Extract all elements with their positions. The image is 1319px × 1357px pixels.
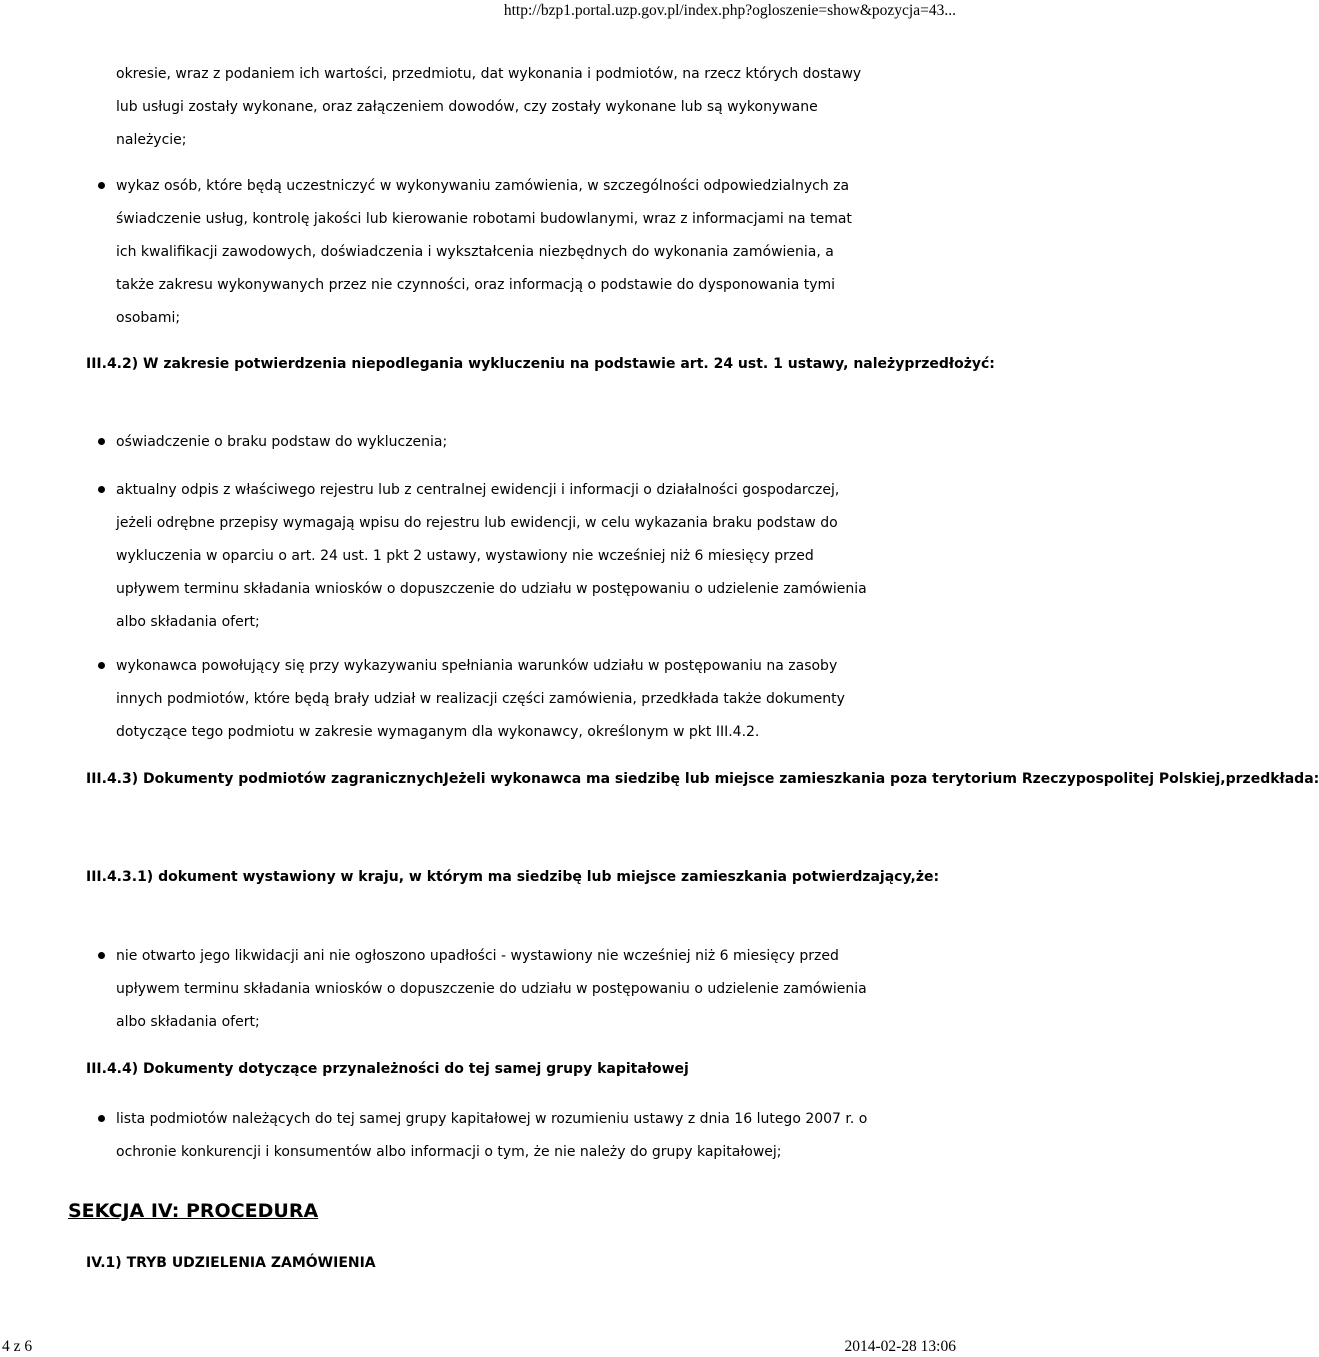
heading-iii-4-3-1 xyxy=(86,863,939,891)
text-line: ochronie konkurencji i konsumentów albo informacji o tym, że nie należy do grupy kapitałowej; xyxy=(116,1144,782,1160)
text-line: lista podmiotów należących do tej samej grupy kapitałowej w rozumieniu ustawy z dnia 16 lutego 2007 r. o xyxy=(116,1111,868,1127)
bullet-icon xyxy=(98,952,105,959)
bullet-register-extract xyxy=(116,474,868,639)
text-line: świadczenie usług, kontrolę jakości lub kierowanie robotami budowlanymi, wraz z informacjami na temat xyxy=(116,211,852,227)
bullet-icon xyxy=(98,182,105,189)
text-line: że: xyxy=(915,869,940,885)
text-line: ich kwalifikacji zawodowych, doświadczenia i wykształcenia niezbędnych do wykonania zamówienia, a xyxy=(116,244,834,260)
bullet-liquidation xyxy=(116,940,868,1039)
heading-iii-4-2 xyxy=(86,350,995,378)
text-line: albo składania ofert; xyxy=(116,1014,260,1030)
text-line: wykaz osób, które będą uczestniczyć w wykonywaniu zamówienia, w szczególności odpowiedzialnych za xyxy=(116,178,850,194)
page-number: 4 z 6 xyxy=(2,1338,33,1355)
text-line: należycie; xyxy=(116,132,187,148)
text-line: nie otwarto jego likwidacji ani nie ogłoszono upadłości - wystawiony nie wcześniej niż 6 miesięcy przed xyxy=(116,948,839,964)
heading-iii-4-3 xyxy=(86,765,1319,793)
text-line: jeżeli odrębne przepisy wymagają wpisu do rejestru lub ewidencji, w celu wykazania braku podstaw do xyxy=(116,515,838,531)
text-line: oświadczenie o braku podstaw do wykluczenia; xyxy=(116,434,448,450)
text-line: aktualny odpis z właściwego rejestru lub z centralnej ewidencji i informacji o działalności gospodarczej, xyxy=(116,482,840,498)
text-line: III.4.3) Dokumenty podmiotów zagranicznych xyxy=(86,771,444,787)
text-line: dotyczące tego podmiotu w zakresie wymaganym dla wykonawcy, określonym w pkt III.4.2. xyxy=(116,724,760,740)
print-datetime: 2014-02-28 13:06 xyxy=(844,1338,956,1355)
text-line: III.4.4) Dokumenty dotyczące przynależności do tej samej grupy kapitałowej xyxy=(86,1061,689,1077)
section-title: SEKCJA IV: PROCEDURA xyxy=(68,1200,319,1222)
bullet-staff-list xyxy=(116,170,868,335)
text-line: wykluczenia w oparciu o art. 24 ust. 1 pkt 2 ustawy, wystawiony nie wcześniej niż 6 miesięcy przed xyxy=(116,548,814,564)
text-line: wykonawca powołujący się przy wykazywaniu spełniania warunków udziału w postępowaniu na zasoby xyxy=(116,658,838,674)
text-line: Jeżeli wykonawca ma siedzibę lub miejsce zamieszkania poza terytorium Rzeczypospolitej Polskiej, xyxy=(443,771,1226,787)
text-line: okresie, wraz z podaniem ich wartości, przedmiotu, dat wykonania i podmiotów, na rzecz których dostawy xyxy=(116,66,862,82)
bullet-declaration xyxy=(116,426,868,459)
text-line: osobami; xyxy=(116,310,181,326)
bullet-icon xyxy=(98,438,105,445)
text-line: III.4.2) W zakresie potwierdzenia niepodlegania wykluczeniu na podstawie art. 24 ust. 1 ustawy, należy xyxy=(86,356,905,372)
bullet-other-entities xyxy=(116,650,868,749)
text-line: także zakresu wykonywanych przez nie czynności, oraz informacją o podstawie do dysponowania tymi xyxy=(116,277,836,293)
bullet-icon xyxy=(98,1115,105,1122)
text-line: przedkłada: xyxy=(1225,771,1319,787)
text-line: upływem terminu składania wniosków o dopuszczenie do udziału w postępowaniu o udzielenie zamówienia xyxy=(116,581,867,597)
heading-iii-4-4 xyxy=(86,1055,689,1083)
text-line: lub usługi zostały wykonane, oraz załączeniem dowodów, czy zostały wykonane lub są wykonywane xyxy=(116,99,818,115)
text-line: IV.1) TRYB UDZIELENIA ZAMÓWIENIA xyxy=(86,1255,376,1271)
bullet-icon xyxy=(98,486,105,493)
heading-iv-1 xyxy=(86,1249,376,1277)
text-line: upływem terminu składania wniosków o dopuszczenie do udziału w postępowaniu o udzielenie zamówienia xyxy=(116,981,867,997)
bullet-capital-group xyxy=(116,1103,868,1169)
continuation-text xyxy=(116,58,868,157)
text-line: innych podmiotów, które będą brały udział w realizacji części zamówienia, przedkłada także dokumenty xyxy=(116,691,845,707)
text-line: przedłożyć: xyxy=(904,356,995,372)
text-line: III.4.3.1) dokument wystawiony w kraju, w którym ma siedzibę lub miejsce zamieszkania potwierdzający, xyxy=(86,869,916,885)
page-url: http://bzp1.portal.uzp.gov.pl/index.php?ogloszenie=show&pozycja=43... xyxy=(503,2,956,19)
bullet-icon xyxy=(98,662,105,669)
text-line: albo składania ofert; xyxy=(116,614,260,630)
